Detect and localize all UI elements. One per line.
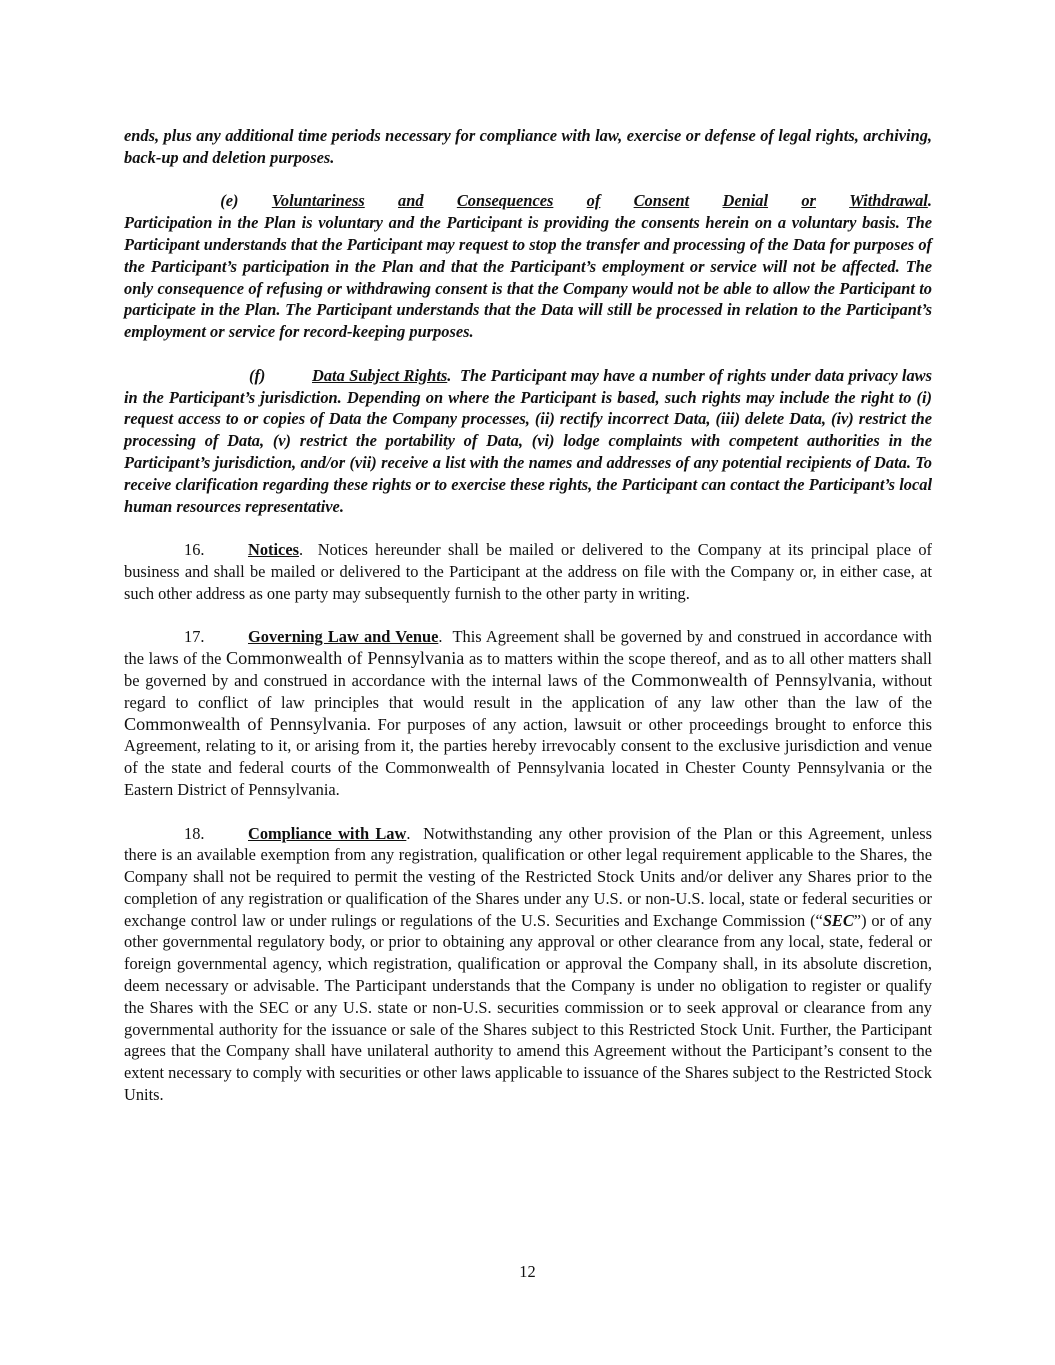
- subsection-e-heading-word: Voluntariness: [271, 191, 365, 211]
- section-18-number: 18.: [184, 823, 205, 843]
- section-17-number: 17.: [184, 627, 205, 647]
- subsection-f-body: The Participant may have a number of rights under data privacy laws in the Participant’s jurisdiction. Depending on where the Participant is based, such rights may include the right to (i) request access to or copies of Data the Company processes, (ii) rectify incorrect Data, (iii) delete Data, (iv) restrict the processing of Data, (v) restrict the portability of Data, (vi) lodge complaints with competent authorities in the Participant’s jurisdiction, and/or (vii) receive a list with the names and addresses of any potential recipients of Data. To receive clarification regarding these rights or to exercise these rights, the Participant can contact the Participant’s local human resources representative.: [124, 365, 932, 516]
- section-18-heading-end: .: [406, 823, 411, 843]
- section-17-commonwealth-3: Commonwealth of Pennsylvania: [124, 713, 367, 734]
- section-17-text-2: as to matters within the scope thereof, and as to all other matters shall be governed by and construed in accordance with the internal laws of: [124, 649, 932, 690]
- continuation-text: ends, plus any additional time periods necessary for compliance with law, exercise or defense of legal rights, archiving, back-up and deletion purposes.: [124, 126, 932, 167]
- subsection-e-heading-word: or: [801, 191, 816, 211]
- subsection-e-heading-word: Denial: [722, 191, 769, 211]
- section-18-sec-term: SEC: [822, 910, 854, 930]
- section-16-body: Notices hereunder shall be mailed or delivered to the Company at its principal place of business and shall be mailed or delivered to the Participant at the address on file with the Company or, in either case, at such other address as one party may subsequently furnish to the other party in writing.: [124, 540, 932, 603]
- subsection-f-heading: Data Subject Rights: [312, 365, 448, 385]
- section-16: [124, 539, 932, 604]
- section-18-heading: Compliance with Law: [248, 823, 407, 843]
- subsection-f-heading-end: .: [447, 365, 452, 385]
- section-17-text-4: . For purposes of any action, lawsuit or other proceedings brought to enforce this Agreement, relating to it, or arising from it, the parties hereby irrevocably consent to the exclusive jurisdiction and venue of the state and federal courts of the Commonwealth of Pennsylvania located in Chester County Pennsylvania or the Eastern District of Pennsylvania.: [124, 714, 933, 799]
- section-18-text-2: ”) or of any other governmental regulatory body, or prior to obtaining any approval or other clearance from any local, state, federal or foreign governmental agency, which registration, qualification or approval the Company shall, in its absolute discretion, deem necessary or advisable. The Participant understands that the Company is under no obligation to register or qualify the Shares with the SEC or any U.S. state or non-U.S. securities commission or to seek approval or clearance from any governmental authority for the issuance or sale of the Shares subject to this Restricted Stock Unit. Further, the Participant agrees that the Company shall have unilateral authority to amend this Agreement without the Participant’s consent to the extent necessary to comply with securities or other laws applicable to issuance of the Shares subject to the Restricted Stock Units.: [124, 910, 932, 1105]
- continuation-paragraph: [124, 125, 932, 169]
- page-number: 12: [519, 1262, 536, 1281]
- subsection-e-heading-end: .: [927, 191, 932, 211]
- section-17-commonwealth-2: the Commonwealth of Pennsylvania: [602, 669, 873, 690]
- section-16-heading: Notices: [248, 540, 299, 560]
- subsection-e-heading-line: [124, 190, 932, 212]
- section-17-commonwealth-1: Commonwealth of Pennsylvania: [226, 648, 465, 669]
- section-16-number: 16.: [184, 540, 205, 560]
- subsection-e-heading-word: Consequences: [456, 191, 554, 211]
- section-17: [124, 626, 932, 800]
- subsection-e-heading-word: of: [586, 191, 601, 211]
- subsection-e-heading-word: and: [398, 191, 424, 211]
- section-17-heading: Governing Law and Venue: [248, 627, 439, 647]
- subsection-e-label: (e): [220, 191, 239, 211]
- subsection-e: [124, 190, 932, 343]
- subsection-e-body: Participation in the Plan is voluntary and the Participant is providing the consents herein on a voluntary basis. The Participant understands that the Participant may request to stop the transfer and processing of the Data for purposes of the Participant’s participation in the Plan and that the Participant’s employment or service will not be affected. The only consequence of refusing or withdrawing consent is that the Company would not be able to allow the Participant to participate in the Plan. The Participant understands that the Data will still be processed in relation to the Participant’s employment or service for record-keeping purposes.: [124, 213, 932, 342]
- section-16-heading-end: .: [298, 540, 304, 560]
- section-17-text-1: This Agreement shall be governed by and construed in accordance with the laws of the: [124, 627, 932, 669]
- subsection-f: [124, 365, 932, 518]
- document-page: [124, 125, 932, 1128]
- section-18: [124, 823, 932, 1106]
- section-17-heading-end: .: [438, 627, 443, 647]
- subsection-e-heading-last: [849, 190, 932, 212]
- section-18-text-1: Notwithstanding any other provision of the Plan or this Agreement, unless there is an available exemption from any registration, qualification or other legal requirement applicable to the Shares, the Company shall not be required to permit the vesting of the Restricted Stock Units and/or deliver any Shares prior to the completion of any registration or qualification of the Shares under any U.S. or non-U.S. local, state or federal securities or exchange control law or under rulings or regulations of the U.S. Securities and Exchange Commission (“: [124, 823, 932, 930]
- subsection-e-heading-word: Consent: [633, 191, 690, 211]
- subsection-f-label: (f): [249, 365, 266, 385]
- subsection-e-indent: [124, 190, 187, 212]
- subsection-e-heading-word: Withdrawal: [849, 191, 928, 211]
- section-17-text-3: , without regard to conflict of law principles that would result in the application of any law other than the law of the: [124, 670, 932, 712]
